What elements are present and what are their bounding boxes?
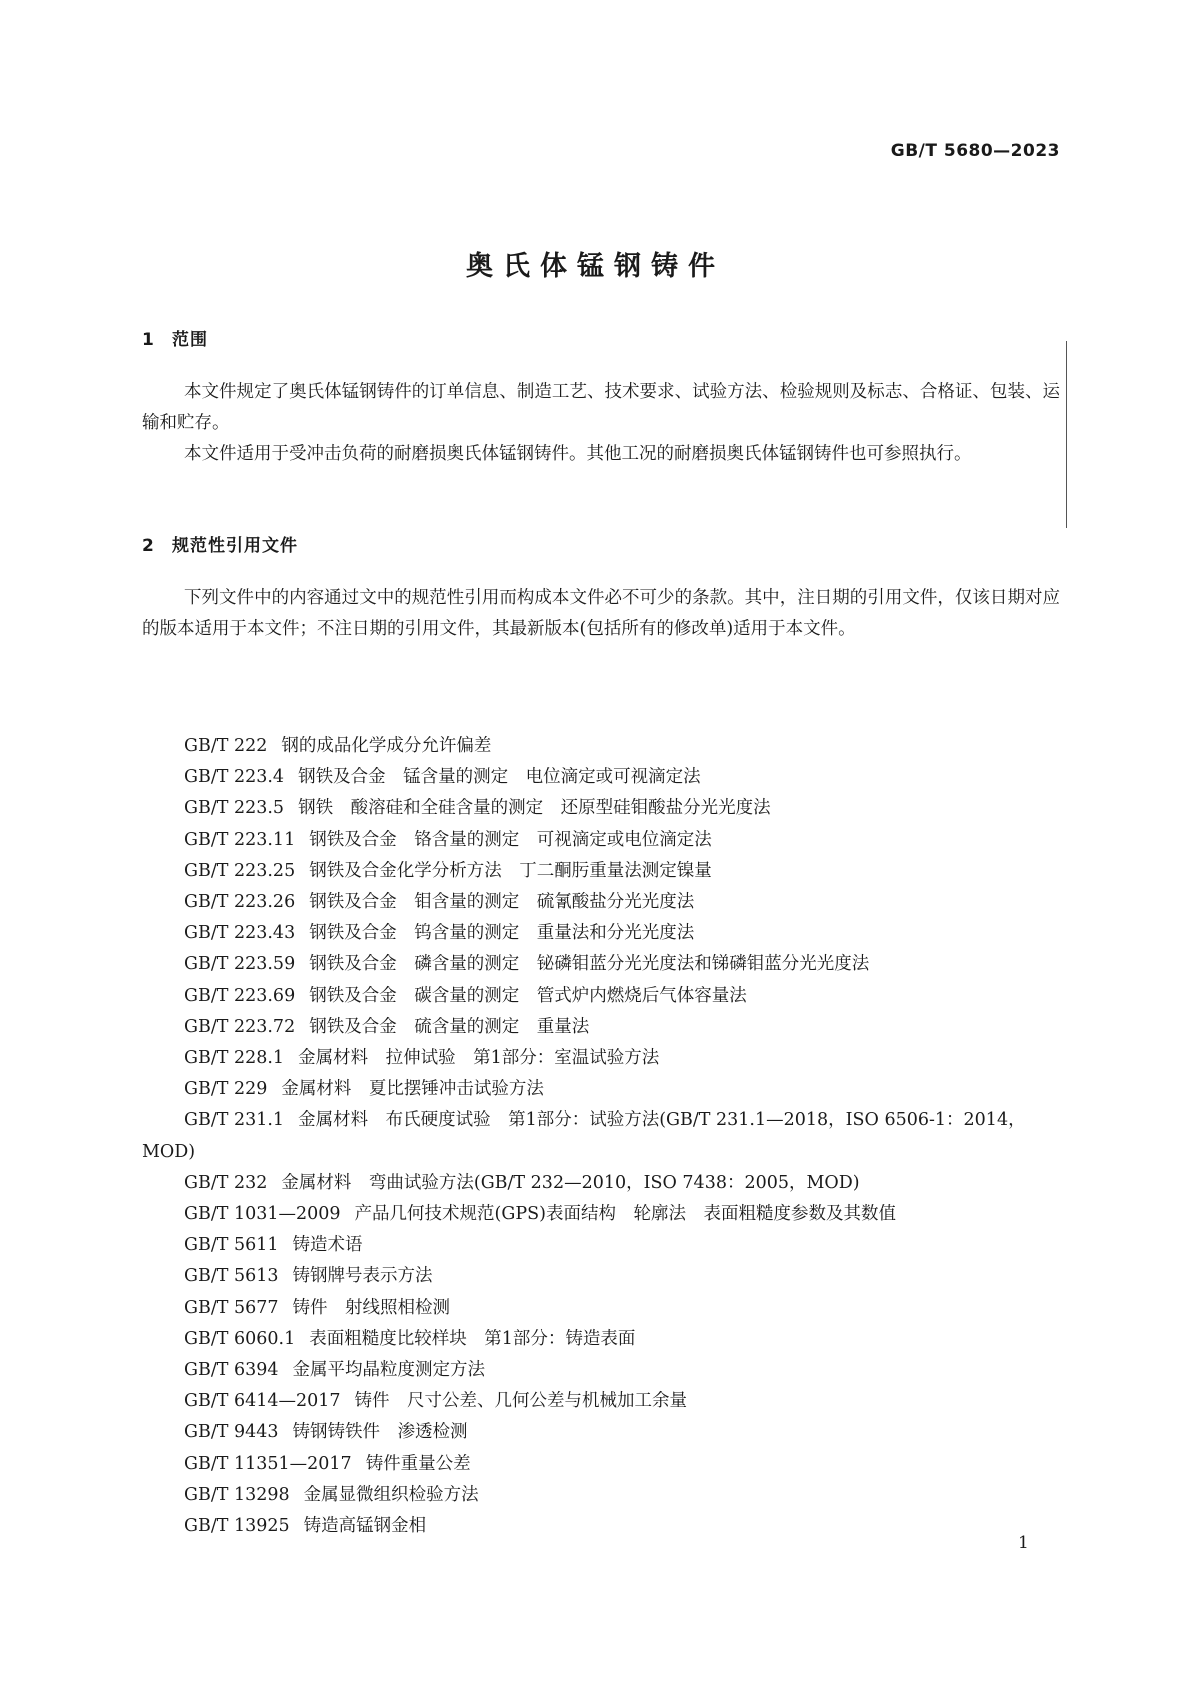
reference-item: [142, 1417, 1060, 1448]
reference-title: 钢铁及合金 磷含量的测定 铋磷钼蓝分光光度法和锑磷钼蓝分光光度法: [309, 954, 870, 975]
normative-references-list: [142, 731, 1060, 1542]
reference-code: GB/T 223.25: [184, 860, 296, 881]
reference-item: [142, 1511, 1060, 1542]
page-number: 1: [1018, 1533, 1029, 1553]
reference-item: [142, 918, 1060, 949]
reference-title: 钢铁及合金 硫含量的测定 重量法: [309, 1016, 590, 1037]
reference-item: [142, 856, 1060, 887]
change-bar: [1066, 341, 1067, 528]
section-2-paragraph-1: 下列文件中的内容通过文中的规范性引用而构成本文件必不可少的条款。其中，注日期的引用文件，仅该日期对应的版本适用于本文件；不注日期的引用文件，其最新版本(包括所有的修改单)适用于本文件。: [142, 588, 1060, 639]
reference-title: 表面粗糙度比较样块 第1部分：铸造表面: [309, 1328, 636, 1349]
reference-code: GB/T 223.4: [184, 767, 285, 788]
reference-item: [142, 1261, 1060, 1292]
reference-code: GB/T 228.1: [184, 1048, 285, 1069]
section-1-heading: [142, 325, 208, 350]
reference-item: [142, 1480, 1060, 1511]
reference-code: GB/T 9443: [184, 1422, 279, 1443]
reference-item: [142, 1449, 1060, 1480]
reference-title: 金属显微组织检验方法: [303, 1484, 479, 1505]
reference-code: GB/T 13298: [184, 1484, 290, 1505]
reference-item: [142, 1105, 1060, 1167]
reference-code: GB/T 223.43: [184, 923, 296, 944]
reference-title: 金属材料 布氏硬度试验 第1部分：试验方法(GB/T 231.1—2018，ISO 6506-1：2014，MOD): [142, 1110, 1026, 1162]
section-2-heading: [142, 531, 298, 556]
reference-code: GB/T 223.72: [184, 1016, 296, 1037]
reference-code: GB/T 232: [184, 1172, 268, 1193]
reference-title: 铸件重量公差: [365, 1453, 471, 1474]
reference-code: GB/T 223.5: [184, 798, 285, 819]
reference-item: [142, 1199, 1060, 1230]
reference-item: [142, 1168, 1060, 1199]
reference-title: 铸件 尺寸公差、几何公差与机械加工余量: [354, 1391, 688, 1412]
reference-code: GB/T 6394: [184, 1360, 279, 1381]
reference-title: 钢铁及合金 锰含量的测定 电位滴定或可视滴定法: [298, 767, 701, 788]
reference-title: 铸造高锰钢金相: [303, 1516, 427, 1537]
reference-title: 钢的成品化学成分允许偏差: [281, 736, 492, 756]
reference-item: [142, 762, 1060, 793]
reference-code: GB/T 5677: [184, 1297, 279, 1318]
reference-code: GB/T 5611: [184, 1235, 279, 1256]
section-1-title: 范围: [172, 330, 208, 350]
reference-code: GB/T 229: [184, 1079, 268, 1100]
reference-title: 钢铁及合金 碳含量的测定 管式炉内燃烧后气体容量法: [309, 985, 747, 1006]
reference-item: [142, 731, 1060, 762]
reference-title: 金属材料 弯曲试验方法(GB/T 232—2010，ISO 7438：2005，MOD): [281, 1172, 860, 1193]
reference-code: GB/T 223.69: [184, 985, 296, 1006]
reference-title: 金属材料 夏比摆锤冲击试验方法: [281, 1079, 544, 1100]
reference-item: [142, 1230, 1060, 1261]
reference-code: GB/T 223.59: [184, 954, 296, 975]
reference-title: 钢铁及合金化学分析方法 丁二酮肟重量法测定镍量: [309, 860, 712, 881]
reference-code: GB/T 231.1: [184, 1110, 285, 1131]
reference-title: 钢铁及合金 铬含量的测定 可视滴定或电位滴定法: [309, 829, 712, 850]
reference-code: GB/T 222: [184, 736, 268, 756]
reference-item: [142, 1012, 1060, 1043]
section-2-title: 规范性引用文件: [172, 536, 298, 556]
reference-title: 铸造术语: [292, 1235, 363, 1256]
section-1-paragraph-2: 本文件适用于受冲击负荷的耐磨损奥氏体锰钢铸件。其他工况的耐磨损奥氏体锰钢铸件也可参照执行。: [184, 444, 972, 464]
reference-title: 铸钢牌号表示方法: [292, 1266, 433, 1287]
reference-item: [142, 1043, 1060, 1074]
reference-title: 铸件 射线照相检测: [292, 1297, 451, 1318]
reference-title: 钢铁 酸溶硅和全硅含量的测定 还原型硅钼酸盐分光光度法: [298, 798, 771, 819]
reference-item: [142, 1355, 1060, 1386]
reference-item: [142, 1324, 1060, 1355]
reference-code: GB/T 223.26: [184, 892, 296, 913]
section-2-number: 2: [142, 536, 155, 556]
reference-code: GB/T 6414—2017: [184, 1391, 341, 1412]
reference-code: GB/T 6060.1: [184, 1328, 296, 1349]
reference-title: 金属平均晶粒度测定方法: [292, 1360, 486, 1381]
standard-code: GB/T 5680—2023: [890, 141, 1060, 161]
reference-code: GB/T 5613: [184, 1266, 279, 1287]
reference-item: [142, 793, 1060, 824]
reference-code: GB/T 11351—2017: [184, 1453, 352, 1474]
reference-item: [142, 1074, 1060, 1105]
reference-title: 产品几何技术规范(GPS)表面结构 轮廓法 表面粗糙度参数及其数值: [354, 1204, 896, 1225]
reference-item: [142, 1293, 1060, 1324]
reference-item: [142, 887, 1060, 918]
reference-title: 钢铁及合金 钼含量的测定 硫氰酸盐分光光度法: [309, 892, 695, 913]
reference-item: [142, 981, 1060, 1012]
reference-code: GB/T 13925: [184, 1516, 290, 1537]
reference-item: [142, 1386, 1060, 1417]
reference-item: [142, 825, 1060, 856]
document-title: 奥氏体锰钢铸件: [466, 251, 725, 282]
section-1-paragraph-1: 本文件规定了奥氏体锰钢铸件的订单信息、制造工艺、技术要求、试验方法、检验规则及标志、合格证、包装、运输和贮存。: [142, 382, 1060, 433]
reference-item: [142, 949, 1060, 980]
section-1-number: 1: [142, 330, 155, 350]
reference-code: GB/T 1031—2009: [184, 1204, 341, 1225]
reference-code: GB/T 223.11: [184, 829, 296, 850]
reference-title: 铸钢铸铁件 渗透检测: [292, 1422, 468, 1443]
reference-title: 钢铁及合金 钨含量的测定 重量法和分光光度法: [309, 923, 695, 944]
reference-title: 金属材料 拉伸试验 第1部分：室温试验方法: [298, 1048, 660, 1069]
